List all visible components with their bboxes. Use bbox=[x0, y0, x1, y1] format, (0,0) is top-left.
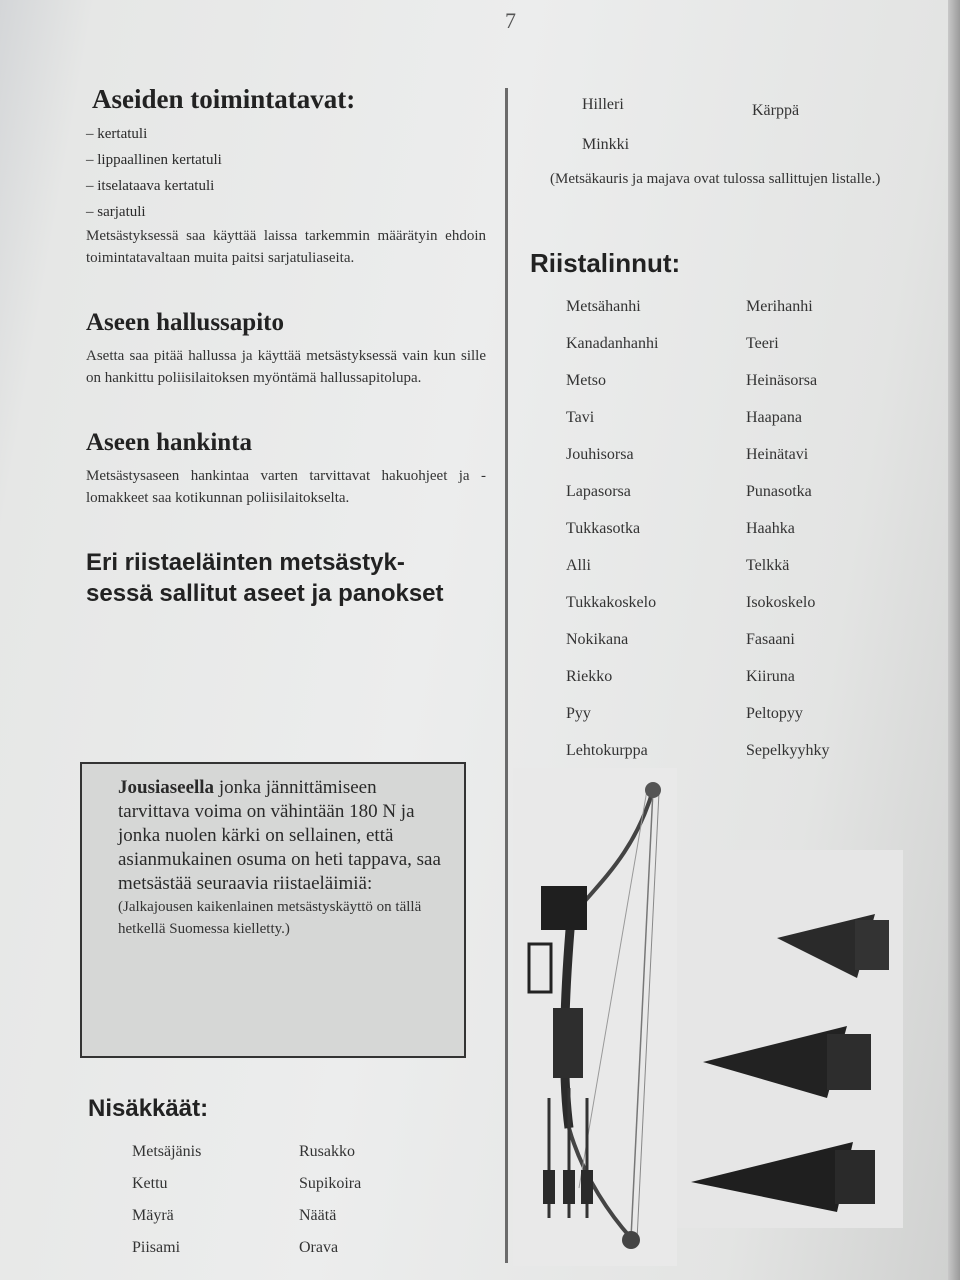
list-item: Jouhisorsa bbox=[566, 446, 634, 463]
list-item: – sarjatuli bbox=[86, 199, 486, 225]
broadheads-photo bbox=[677, 850, 903, 1228]
list-item: Punasotka bbox=[746, 483, 812, 500]
bow-illustration bbox=[513, 768, 677, 1266]
bow-info-box bbox=[80, 762, 466, 1058]
list-item: Heinätavi bbox=[746, 446, 809, 463]
mammals-title: Nisäkkäät: bbox=[88, 1095, 209, 1122]
left-column bbox=[86, 80, 486, 619]
animals-note: (Metsäkauris ja majava ovat tulossa sallittujen listalle.) bbox=[550, 171, 881, 187]
page-edge-shadow bbox=[948, 0, 960, 1280]
mammals-list bbox=[132, 1140, 449, 1260]
list-item: Riekko bbox=[566, 668, 613, 685]
list-item: Isokoskelo bbox=[746, 594, 816, 611]
list-item: Alli bbox=[566, 557, 591, 574]
list-item: Lapasorsa bbox=[566, 483, 631, 500]
list-item: Merihanhi bbox=[746, 298, 813, 315]
list-item: Kärppä bbox=[752, 102, 800, 119]
list-item: Rusakko bbox=[299, 1143, 355, 1160]
list-item: Metsähanhi bbox=[566, 298, 641, 315]
list-item: Piisami bbox=[132, 1239, 181, 1256]
list-item: Heinäsorsa bbox=[746, 372, 818, 389]
list-item: Tukkasotka bbox=[566, 520, 641, 537]
list-item: Telkkä bbox=[746, 557, 790, 574]
section-title: Aseen hallussapito bbox=[86, 309, 284, 336]
list-item: Metso bbox=[566, 372, 606, 389]
animals-grid bbox=[550, 92, 940, 158]
list-item: – itselataava kertatuli bbox=[86, 173, 486, 199]
list-item: Mäyrä bbox=[132, 1207, 174, 1224]
list-item: Kiiruna bbox=[746, 668, 795, 685]
section-title: Aseiden toimintatavat: bbox=[92, 84, 356, 114]
list-item: – lippaallinen kertatuli bbox=[86, 147, 486, 173]
list-item: Orava bbox=[299, 1239, 339, 1256]
list-item: Hilleri bbox=[582, 96, 624, 113]
broadheads-illustration bbox=[677, 850, 903, 1228]
list-item: Haapana bbox=[746, 409, 802, 426]
section-weapon-modes bbox=[86, 84, 486, 269]
list-item: Pyy bbox=[566, 705, 591, 722]
list-item: Nokikana bbox=[566, 631, 629, 648]
list-item: Tukkakoskelo bbox=[566, 594, 657, 611]
column-divider bbox=[505, 88, 508, 1263]
list-item: Fasaani bbox=[746, 631, 795, 648]
list-item: Metsäjänis bbox=[132, 1143, 202, 1160]
box-text bbox=[118, 776, 450, 896]
list-item: Näätä bbox=[299, 1207, 337, 1224]
birds-list bbox=[566, 294, 896, 764]
list-item: Peltopyy bbox=[746, 705, 803, 722]
list-item: Kanadanhanhi bbox=[566, 335, 659, 352]
list-item: Lehtokurppa bbox=[566, 742, 648, 759]
list-item: Supikoira bbox=[299, 1175, 362, 1192]
right-top-list bbox=[550, 92, 940, 190]
section-text: Asetta saa pitää hallussa ja käyttää metsästyksessä vain kun sille on hankittu poliisilaitoksen myöntämä hallussapitolupa. bbox=[86, 348, 486, 386]
compound-bow-photo bbox=[513, 768, 677, 1266]
list-item: Tavi bbox=[566, 409, 595, 426]
section-allowed-weapons bbox=[86, 547, 486, 609]
section-acquisition bbox=[86, 429, 486, 509]
page-number: 7 bbox=[505, 8, 516, 33]
list-item: Minkki bbox=[582, 136, 630, 153]
section-title: Aseen hankinta bbox=[86, 429, 253, 456]
list-item: – kertatuli bbox=[86, 121, 486, 147]
section-title-line-2: sessä sallitut aseet ja panokset bbox=[86, 580, 444, 607]
list-item: Sepelkyyhky bbox=[746, 742, 830, 759]
box-body: jonka jännittämiseen tarvittava voima on vähintään 180 N ja jonka nuolen kärki on sellainen, että asianmukainen osuma on heti tappava, saa metsästää seuraavia riistaeläimiä: bbox=[118, 777, 441, 894]
box-note: (Jalkajousen kaikenlainen metsästyskäyttö on tällä hetkellä Suomessa kielletty.) bbox=[118, 899, 422, 937]
weapon-mode-list bbox=[86, 121, 486, 225]
list-item: Kettu bbox=[132, 1175, 168, 1192]
list-item: Teeri bbox=[746, 335, 779, 352]
list-item: Haahka bbox=[746, 520, 795, 537]
section-title-line-1: Eri riistaeläinten metsästyk- bbox=[86, 549, 405, 576]
section-text: Metsästyksessä saa käyttää laissa tarkemmin määrätyin ehdoin toimintatavaltaan muita paitsi sarjatuliaseita. bbox=[86, 228, 486, 266]
birds-title: Riistalinnut: bbox=[530, 248, 681, 278]
section-possession bbox=[86, 309, 486, 389]
section-text: Metsästysaseen hankintaa varten tarvittavat hakuohjeet ja -lomakkeet saa kotikunnan poliisilaitokselta. bbox=[86, 468, 486, 506]
box-lead: Jousiaseella bbox=[118, 777, 215, 798]
